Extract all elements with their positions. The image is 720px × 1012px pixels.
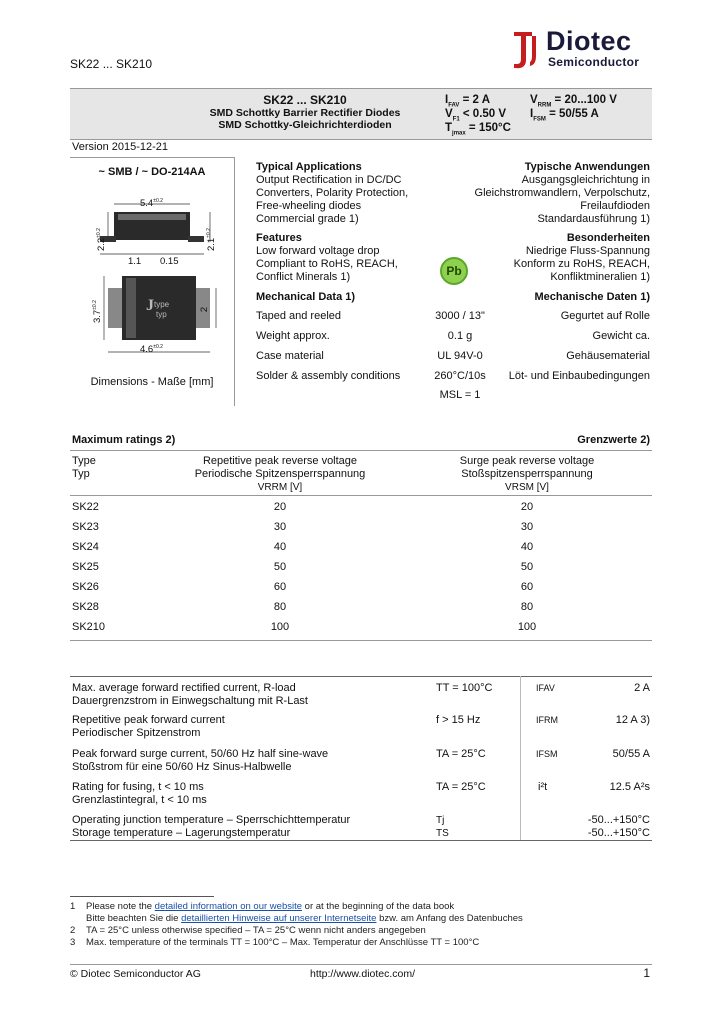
param-i2t-cond: TA = 25°C [436, 781, 486, 793]
pb-free-badge-icon: Pb [440, 257, 468, 285]
table-rule [70, 640, 652, 641]
spec-vf: $V_{F1} < 0.50$ V [445, 108, 507, 123]
diotec-logo-icon [508, 26, 542, 72]
table-row-type: SK26 [72, 581, 99, 593]
mech-row-en: Case material [256, 350, 324, 362]
svg-text:J: J [146, 297, 154, 314]
table-row-type: SK28 [72, 601, 99, 613]
footnote-link-de[interactable]: detaillierten Hinweise auf unserer Internetseite [181, 913, 377, 924]
table-row-vrrm: 30 [273, 521, 287, 533]
spec-ifsm: $I_{FSM} = 50/55$ A [530, 108, 599, 123]
mech-row-value: UL 94V-0 [437, 350, 483, 362]
max-ratings-heading-en: Maximum ratings 2) [72, 434, 176, 446]
col-type-header: Type Typ [72, 455, 96, 480]
param-temp-symbols: Tj TS [436, 815, 449, 839]
dim-right-small: 2 [199, 306, 211, 313]
table-row-type: SK24 [72, 541, 99, 553]
footnote-1-de: Bitte beachten Sie die detaillierten Hinweise auf unserer Internetseite bzw. am Anfang des Datenbuches [86, 913, 523, 924]
param-ifsm-desc: Peak forward surge current, 50/60 Hz half sine-wave Stoßstrom für eine 50/60 Hz Sinus-Halbwelle [72, 748, 329, 773]
package-outline-drawing [70, 186, 234, 386]
table-row-vrrm: 80 [273, 601, 287, 613]
mech-row-de: Löt- und Einbaubedingungen [508, 370, 650, 382]
footnote-separator [70, 896, 214, 897]
marking-typ: typ [156, 310, 167, 319]
param-temp-desc: Operating junction temperature – Sperrschichttemperatur Storage temperature – Lagerungstemperatur [72, 814, 351, 839]
param-ifav-desc: Max. average forward rectified current, R-load Dauergrenzstrom in Einwegschaltung mit R-Last [72, 682, 308, 707]
spec-ifav: $I_{FAV} = 2$ A [445, 94, 491, 109]
param-ifrm-cond: f > 15 Hz [436, 714, 481, 726]
table-row-type: SK25 [72, 561, 99, 573]
param-ifrm-desc: Repetitive peak forward current Periodischer Spitzenstrom [72, 714, 225, 739]
mech-row-value: MSL = 1 [439, 389, 481, 401]
mech-row-value: 260°C/10s [434, 370, 486, 382]
mech-row-value: 0.1 g [447, 330, 473, 342]
dim-width: $4.6^{\pm 0.2}$ [140, 344, 163, 356]
param-temp-values: -50...+150°C -50...+150°C [587, 814, 650, 839]
param-ifav-cond: TT = 100°C [436, 682, 493, 694]
dim-height-left: $2.2^{\pm 0.2}$ [95, 228, 108, 252]
title-band [70, 88, 652, 140]
dim-height-right: $2.1^{\pm 0.2}$ [205, 228, 218, 252]
param-ifsm-symbol: IFSM [536, 749, 558, 759]
table-row-vrsm: 100 [517, 621, 537, 633]
title-line2: SMD Schottky Barrier Rectifier Diodes [209, 107, 401, 119]
footnote-link-en[interactable]: detailed information on our website [154, 901, 303, 912]
mech-row-en: Weight approx. [256, 330, 330, 342]
table-row-vrrm: 40 [273, 541, 287, 553]
mech-row-de: Gewicht ca. [592, 330, 650, 342]
footnote-3: 3 Max. temperature of the terminals TT = 100°C – Max. Temperatur der Anschlüsse TT = 100°C [70, 937, 480, 948]
param-ifsm-cond: TA = 25°C [436, 748, 486, 760]
table-rule [70, 495, 652, 496]
table-row-vrsm: 20 [520, 501, 534, 513]
title-block [170, 89, 440, 131]
param-ifav-value: 2 A [634, 682, 650, 694]
dim-top: $5.4^{\pm 0.2}$ [140, 198, 163, 210]
features-en: Low forward voltage drop Compliant to RoHS, REACH, Conflict Minerals 1) [256, 245, 398, 283]
params-divider [520, 676, 521, 840]
applications-heading-de: Typische Anwendungen [524, 161, 650, 173]
dimensions-label: Dimensions - Maße [mm] [90, 376, 214, 388]
dim-body-height: $3.7^{\pm 0.2}$ [91, 300, 104, 324]
brand-name: Diotec [546, 26, 632, 56]
table-row-vrsm: 80 [520, 601, 534, 613]
features-heading-de: Besonderheiten [566, 232, 650, 244]
dim-lead: 1.1 [128, 256, 142, 267]
table-row-type: SK23 [72, 521, 99, 533]
mechanical-heading-en: Mechanical Data 1) [256, 291, 356, 303]
header-part-range: SK22 ... SK210 [70, 57, 153, 71]
col-vrsm-header: Surge peak reverse voltage Stoßspitzensperrspannung VRSM [V] [459, 455, 595, 493]
features-de: Niedrige Fluss-Spannung Konform zu RoHS, REACH, Konfliktmineralien 1) [513, 245, 650, 283]
params-rule [70, 676, 652, 677]
spec-vrrm: $V_{RRM} = 20...100$ V [530, 94, 617, 109]
version-label: Version 2015-12-21 [72, 141, 169, 153]
applications-de: Ausgangsgleichrichtung in Gleichstromwandlern, Verpolschutz, Freilaufdioden Standardausführung 1) [474, 174, 650, 225]
mech-row-value: 3000 / 13" [435, 310, 485, 322]
mech-row-en: Solder & assembly conditions [256, 370, 401, 382]
marking-type: type [154, 300, 170, 309]
param-ifrm-symbol: IFRM [536, 715, 558, 725]
title-line1: SK22 ... SK210 [263, 93, 347, 107]
table-row-type: SK22 [72, 501, 99, 513]
title-line3: SMD Schottky-Gleichrichterdioden [218, 119, 392, 131]
param-ifav-symbol: IFAV [536, 683, 555, 693]
params-rule [70, 840, 652, 841]
package-title: ~ SMB / ~ DO-214AA [98, 166, 206, 178]
page-number: 1 [643, 966, 650, 980]
footnote-1: 1 Please note the detailed information on our website or at the beginning of the data book [70, 901, 455, 912]
mechanical-heading-de: Mechanische Daten 1) [534, 291, 650, 303]
applications-en: Output Rectification in DC/DC Converters, Polarity Protection, Free-wheeling diodes Commercial grade 1) [256, 174, 409, 225]
dim-lead-thickness: 0.15 [160, 256, 179, 267]
package-drawing-box [70, 157, 235, 406]
col-vrrm-header: Repetitive peak reverse voltage Periodische Spitzensperrspannung VRRM [V] [194, 455, 366, 493]
table-row-vrrm: 60 [273, 581, 287, 593]
table-row-vrsm: 40 [520, 541, 534, 553]
spec-tjmax: $T_{jmax} = 150^\circ C$ [445, 122, 511, 137]
applications-heading-en: Typical Applications [256, 161, 362, 173]
table-row-vrsm: 50 [520, 561, 534, 573]
table-row-vrrm: 20 [273, 501, 287, 513]
table-row-vrsm: 30 [520, 521, 534, 533]
features-heading-en: Features [256, 232, 302, 244]
footer-copyright: © Diotec Semiconductor AG [70, 968, 201, 980]
param-i2t-value: 12.5 A²s [609, 781, 650, 793]
mech-row-de: Gegurtet auf Rolle [560, 310, 650, 322]
table-rule [70, 450, 652, 451]
footer-url[interactable]: http://www.diotec.com/ [310, 968, 416, 980]
footnote-2: 2 TA = 25°C unless otherwise specified – TA = 25°C wenn nicht anders angegeben [70, 925, 426, 936]
param-i2t-symbol: i²t [538, 781, 548, 793]
param-i2t-desc: Rating for fusing, t < 10 ms Grenzlastintegral, t < 10 ms [72, 781, 207, 806]
mech-row-en: Taped and reeled [256, 310, 342, 322]
max-ratings-heading-de: Grenzwerte 2) [577, 434, 650, 446]
table-row-vrrm: 100 [270, 621, 290, 633]
table-row-vrsm: 60 [520, 581, 534, 593]
table-row-type: SK210 [72, 621, 106, 633]
mech-row-de: Gehäusematerial [566, 350, 650, 362]
param-ifrm-value: 12 A 3) [615, 714, 650, 726]
footer-rule [70, 964, 652, 965]
brand-subtitle: Semiconductor [548, 55, 640, 69]
param-ifsm-value: 50/55 A [612, 748, 650, 760]
diotec-logo [508, 26, 658, 72]
table-row-vrrm: 50 [273, 561, 287, 573]
